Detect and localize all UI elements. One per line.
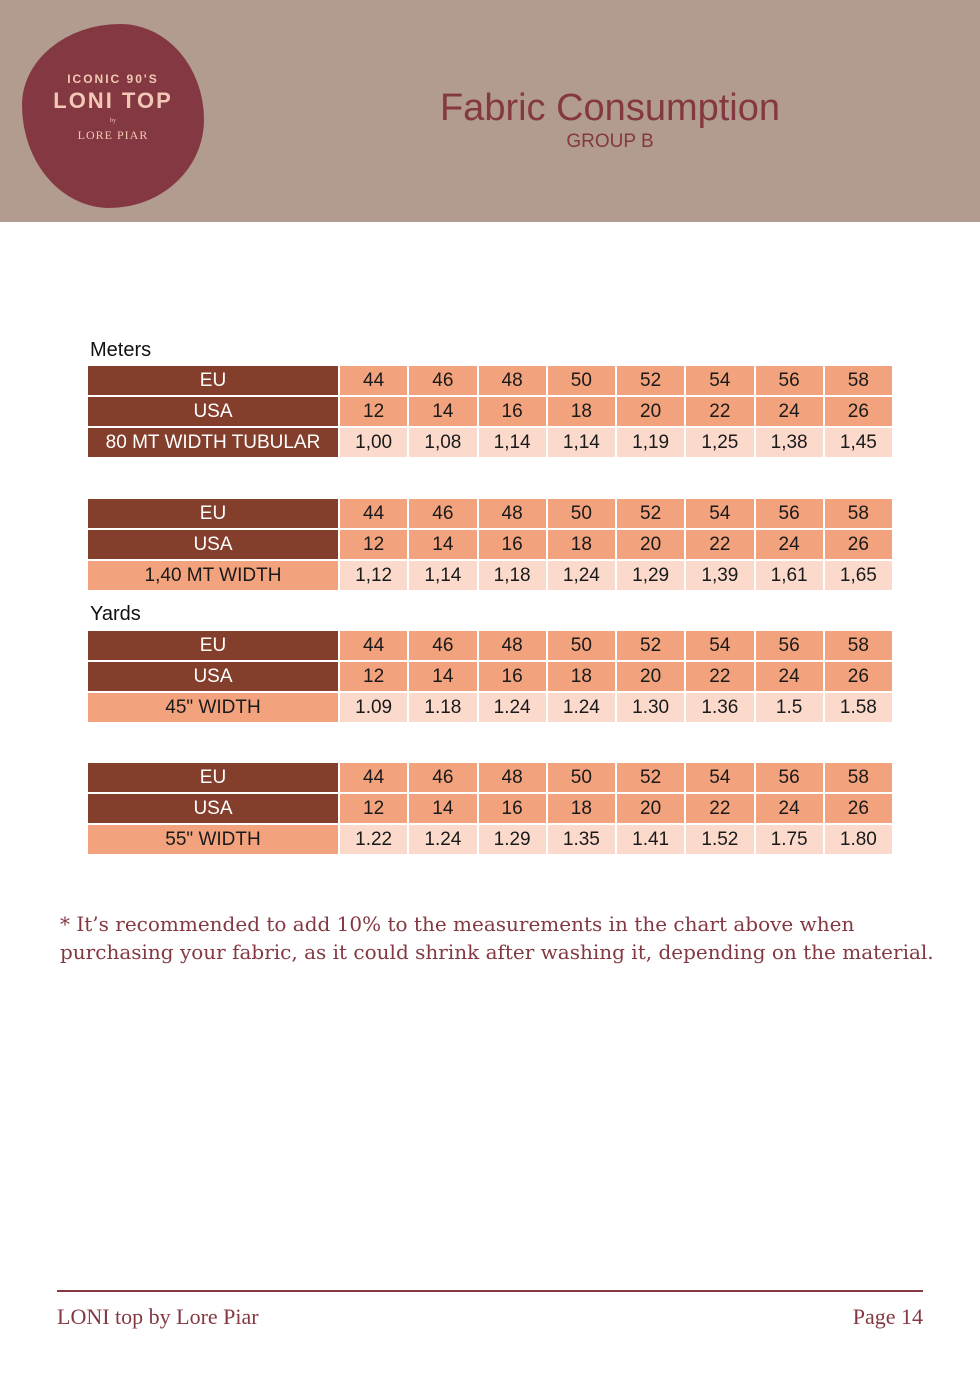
table-cell: 14	[409, 397, 476, 426]
table-cell: 26	[825, 530, 892, 559]
logo-line-loni-top: LONI TOP	[53, 88, 173, 113]
table-cell: 26	[825, 794, 892, 823]
table-cell: 18	[548, 662, 615, 691]
table-cell: 16	[479, 397, 546, 426]
table-cell: 1.30	[617, 693, 684, 722]
table-cell: 16	[479, 530, 546, 559]
table-row-usa	[88, 530, 892, 559]
table-cell: 48	[479, 631, 546, 660]
table-cell: 18	[548, 397, 615, 426]
table-cell: 54	[686, 631, 753, 660]
table-row-usa	[88, 662, 892, 691]
yards-45-table	[86, 629, 894, 724]
table-cell: 1.58	[825, 693, 892, 722]
table-cell: 58	[825, 763, 892, 792]
table-cell: 48	[479, 763, 546, 792]
meters-tubular-table	[86, 364, 894, 459]
table-cell: 44	[340, 366, 407, 395]
table-cell: 20	[617, 662, 684, 691]
table-cell: 14	[409, 662, 476, 691]
page-subtitle: GROUP B	[566, 131, 654, 152]
row-label: EU	[88, 631, 338, 660]
table-cell: 24	[756, 794, 823, 823]
table-cell: 1,65	[825, 561, 892, 590]
table-cell: 46	[409, 763, 476, 792]
table-cell: 1,24	[548, 561, 615, 590]
table-cell: 1,08	[409, 428, 476, 457]
table-cell: 52	[617, 499, 684, 528]
table-cell: 58	[825, 631, 892, 660]
row-label: USA	[88, 662, 338, 691]
table-cell: 50	[548, 631, 615, 660]
meters-140-table	[86, 497, 894, 592]
table-cell: 1,61	[756, 561, 823, 590]
table-cell: 56	[756, 366, 823, 395]
table-cell: 20	[617, 397, 684, 426]
table-cell: 1.36	[686, 693, 753, 722]
row-label: EU	[88, 499, 338, 528]
footer-divider	[57, 1290, 923, 1292]
table-cell: 1,39	[686, 561, 753, 590]
table-cell: 56	[756, 631, 823, 660]
table-cell: 1.29	[479, 825, 546, 854]
table-row-eu	[88, 366, 892, 395]
table-cell: 44	[340, 763, 407, 792]
yards-section-label: Yards	[90, 603, 141, 625]
table-cell: 52	[617, 763, 684, 792]
table-cell: 1.09	[340, 693, 407, 722]
table-cell: 1,12	[340, 561, 407, 590]
table-cell: 58	[825, 366, 892, 395]
table-row-width	[88, 825, 892, 854]
table-cell: 52	[617, 366, 684, 395]
table-cell: 1,29	[617, 561, 684, 590]
table-cell: 48	[479, 499, 546, 528]
table-row-width	[88, 561, 892, 590]
table-cell: 24	[756, 397, 823, 426]
table-cell: 14	[409, 530, 476, 559]
footer-document-title: LONI top by Lore Piar	[57, 1304, 259, 1329]
table-cell: 12	[340, 794, 407, 823]
table-cell: 54	[686, 499, 753, 528]
table-cell: 58	[825, 499, 892, 528]
meters-section-label: Meters	[90, 339, 152, 361]
table-cell: 46	[409, 631, 476, 660]
table-cell: 54	[686, 763, 753, 792]
table-cell: 1,00	[340, 428, 407, 457]
table-cell: 22	[686, 530, 753, 559]
row-label: USA	[88, 794, 338, 823]
table-cell: 1,14	[548, 428, 615, 457]
table-row-eu	[88, 763, 892, 792]
table-cell: 1.75	[756, 825, 823, 854]
table-cell: 46	[409, 499, 476, 528]
row-label: USA	[88, 397, 338, 426]
table-cell: 1,25	[686, 428, 753, 457]
table-cell: 56	[756, 499, 823, 528]
table-cell: 1.24	[548, 693, 615, 722]
table-cell: 44	[340, 499, 407, 528]
table-cell: 16	[479, 794, 546, 823]
row-label: 45" WIDTH	[88, 693, 338, 722]
table-cell: 1,38	[756, 428, 823, 457]
table-cell: 50	[548, 499, 615, 528]
table-cell: 1.18	[409, 693, 476, 722]
table-cell: 22	[686, 397, 753, 426]
brand-logo	[22, 24, 204, 208]
table-cell: 22	[686, 662, 753, 691]
table-cell: 1.35	[548, 825, 615, 854]
table-cell: 50	[548, 366, 615, 395]
logo-line-iconic: ICONIC 90'S	[67, 72, 159, 86]
page-title: Fabric Consumption	[439, 87, 781, 129]
page-header	[0, 0, 980, 222]
table-cell: 22	[686, 794, 753, 823]
table-cell: 1.24	[479, 693, 546, 722]
table-row-usa	[88, 397, 892, 426]
table-cell: 1.80	[825, 825, 892, 854]
table-cell: 48	[479, 366, 546, 395]
row-label: EU	[88, 763, 338, 792]
table-cell: 20	[617, 794, 684, 823]
table-cell: 50	[548, 763, 615, 792]
yards-55-table	[86, 761, 894, 856]
table-cell: 1.52	[686, 825, 753, 854]
table-cell: 1,18	[479, 561, 546, 590]
table-cell: 1.41	[617, 825, 684, 854]
table-cell: 1,45	[825, 428, 892, 457]
table-cell: 52	[617, 631, 684, 660]
table-cell: 1.22	[340, 825, 407, 854]
logo-line-lore-piar: LORE PIAR	[77, 128, 149, 142]
table-cell: 18	[548, 530, 615, 559]
table-cell: 18	[548, 794, 615, 823]
row-label: EU	[88, 366, 338, 395]
table-cell: 1,14	[479, 428, 546, 457]
row-label: USA	[88, 530, 338, 559]
table-cell: 44	[340, 631, 407, 660]
row-label: 1,40 MT WIDTH	[88, 561, 338, 590]
logo-line-by: by	[110, 118, 116, 124]
table-row-eu	[88, 631, 892, 660]
row-label: 55" WIDTH	[88, 825, 338, 854]
table-cell: 12	[340, 662, 407, 691]
table-cell: 12	[340, 397, 407, 426]
table-cell: 26	[825, 662, 892, 691]
table-row-usa	[88, 794, 892, 823]
shrinkage-note: * It’s recommended to add 10% to the measurements in the chart above when purchasing your fabric, as it could shrink after washing it, depending on the material.	[60, 912, 934, 964]
table-cell: 1,14	[409, 561, 476, 590]
table-cell: 20	[617, 530, 684, 559]
table-cell: 24	[756, 662, 823, 691]
footer-page-number: Page 14	[852, 1304, 923, 1329]
table-cell: 1.24	[409, 825, 476, 854]
table-cell: 16	[479, 662, 546, 691]
row-label: 80 MT WIDTH TUBULAR	[88, 428, 338, 457]
table-row-eu	[88, 499, 892, 528]
table-cell: 1,19	[617, 428, 684, 457]
table-cell: 54	[686, 366, 753, 395]
table-cell: 56	[756, 763, 823, 792]
table-cell: 24	[756, 530, 823, 559]
table-cell: 12	[340, 530, 407, 559]
table-cell: 46	[409, 366, 476, 395]
table-row-width	[88, 428, 892, 457]
table-cell: 14	[409, 794, 476, 823]
table-row-width	[88, 693, 892, 722]
table-cell: 26	[825, 397, 892, 426]
table-cell: 1.5	[756, 693, 823, 722]
